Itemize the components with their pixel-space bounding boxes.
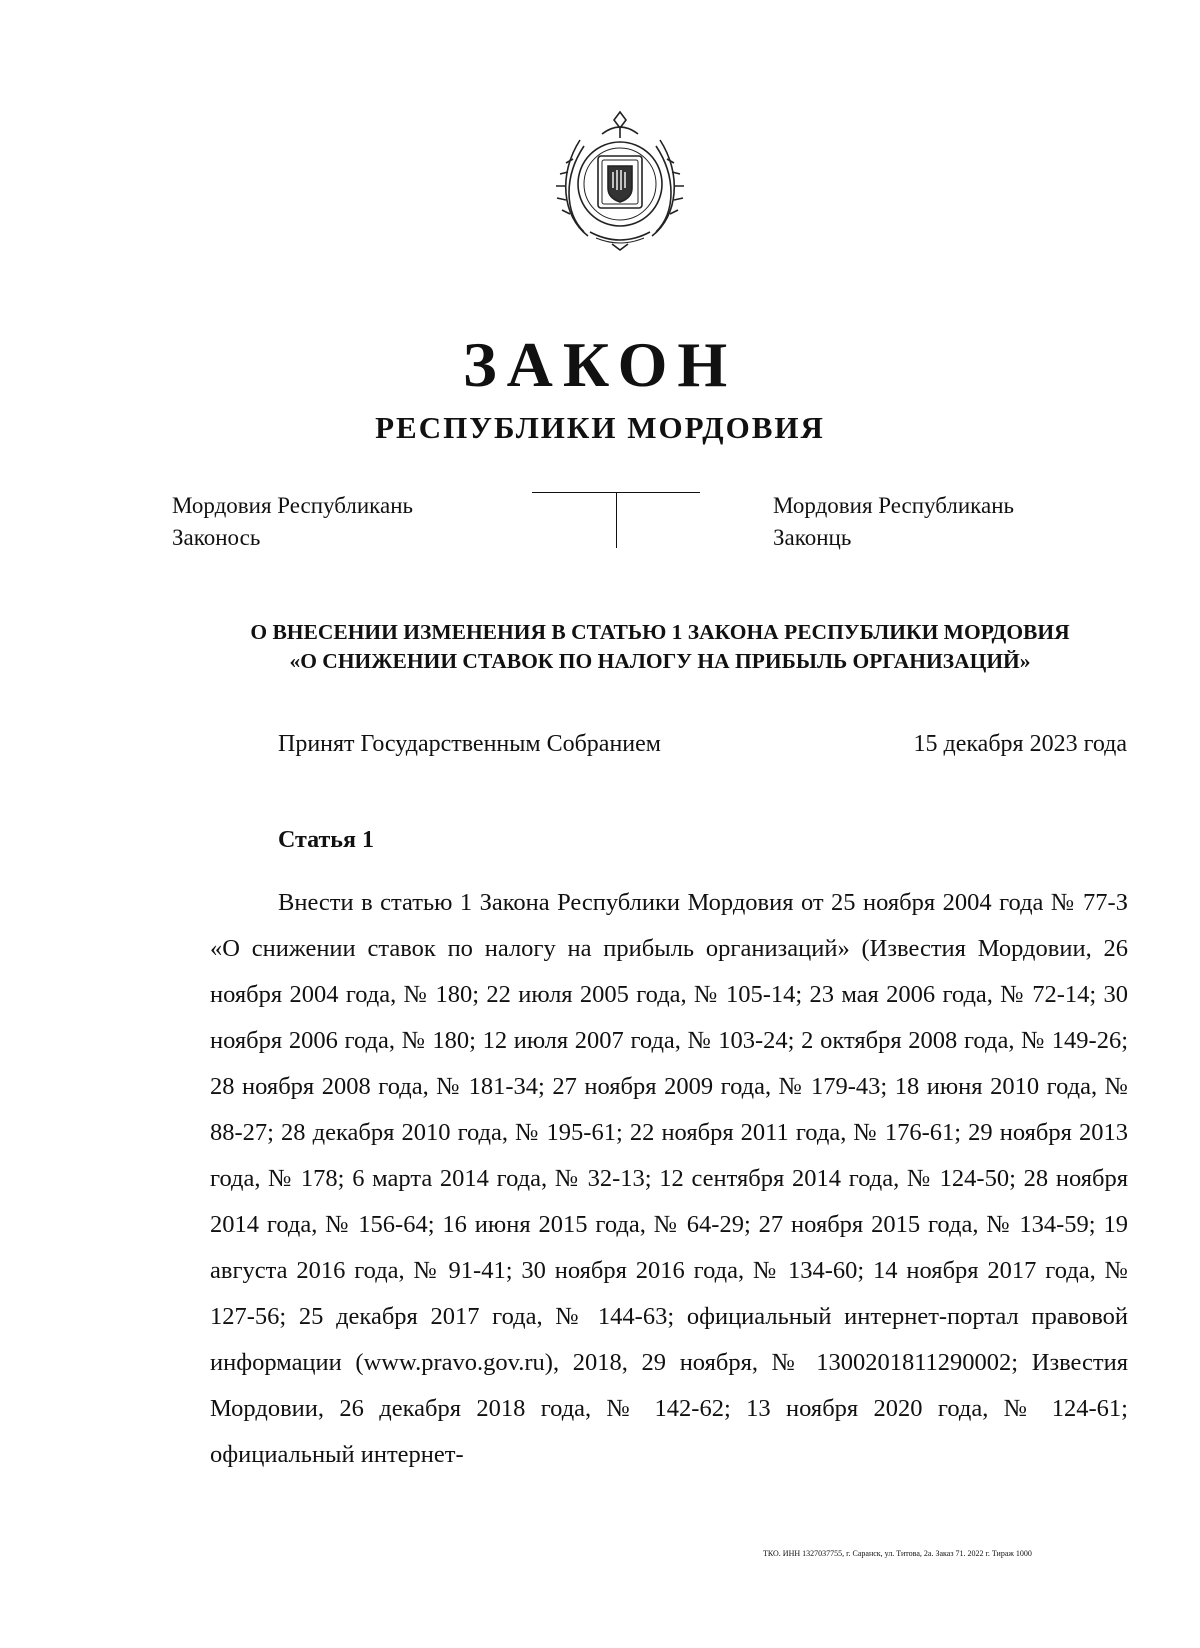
law-heading-line-1: О ВНЕСЕНИИ ИЗМЕНЕНИЯ В СТАТЬЮ 1 ЗАКОНА РЕСПУБЛИКИ МОРДОВИЯ xyxy=(250,620,1070,644)
article-body-text: Внести в статью 1 Закона Республики Мордовия от 25 ноября 2004 года № 77-З «О снижении ставок по налогу на прибыль организаций» (Известия Мордовии, 26 ноября 2004 года, № 180; 22 июля 2005 года, № 105-14; 23 мая 2006 года, № 72-14; 30 ноября 2006 года, № 180; 12 июля 2007 года, № 103-24; 2 октября 2008 года, № 149-26; 28 ноября 2008 года, № 181-34; 27 ноября 2009 года, № 179-43; 18 июня 2010 года, № 88-27; 28 декабря 2010 года, № 195-61; 22 ноября 2011 года, № 176-61; 29 ноября 2013 года, № 178; 6 марта 2014 года, № 32-13; 12 сентября 2014 года, № 124-50; 28 ноября 2014 года, № 156-64; 16 июня 2015 года, № 64-29; 27 ноября 2015 года, № 134-59; 19 августа 2016 года, № 91-41; 30 ноября 2016 года, № 134-60; 14 ноября 2017 года, № 127-56; 25 декабря 2017 года, № 144-63; официальный интернет-портал правовой информации (www.pravo.gov.ru), 2018, 29 ноября, № 1300201811290002; Известия Мордовии, 26 декабря 2018 года, № 142-62; 13 ноября 2020 года, № 124-61; официальный интернет- xyxy=(210,889,1128,1468)
law-subtitle: РЕСПУБЛИКИ МОРДОВИЯ xyxy=(375,410,825,445)
mordvin-left-line-1: Мордовия Республикань xyxy=(172,493,414,518)
law-heading xyxy=(160,618,1160,676)
law-title: ЗАКОН xyxy=(462,329,738,400)
adoption-date: 15 декабря 2023 года xyxy=(913,731,1127,757)
number-field-divider xyxy=(616,492,617,548)
mordvin-title-left xyxy=(172,490,413,554)
law-heading-line-2: «О СНИЖЕНИИ СТАВОК ПО НАЛОГУ НА ПРИБЫЛЬ ОРГАНИЗАЦИЙ» xyxy=(289,649,1031,673)
law-number-field xyxy=(532,492,700,548)
mordvin-left-line-2: Законось xyxy=(172,525,261,550)
adopted-by: Принят Государственным Собранием xyxy=(278,731,661,757)
article-title: Статья 1 xyxy=(278,827,374,853)
mordvin-title-right xyxy=(773,490,1014,554)
coat-of-arms-emblem xyxy=(550,104,690,254)
mordvin-right-line-1: Мордовия Республикань xyxy=(773,493,1015,518)
printing-imprint: ТКО. ИНН 1327037755, г. Саранск, ул. Титова, 2а. Заказ 71. 2022 г. Тираж 1000 xyxy=(763,1549,1032,1558)
mordvin-right-line-2: Законць xyxy=(773,525,852,550)
